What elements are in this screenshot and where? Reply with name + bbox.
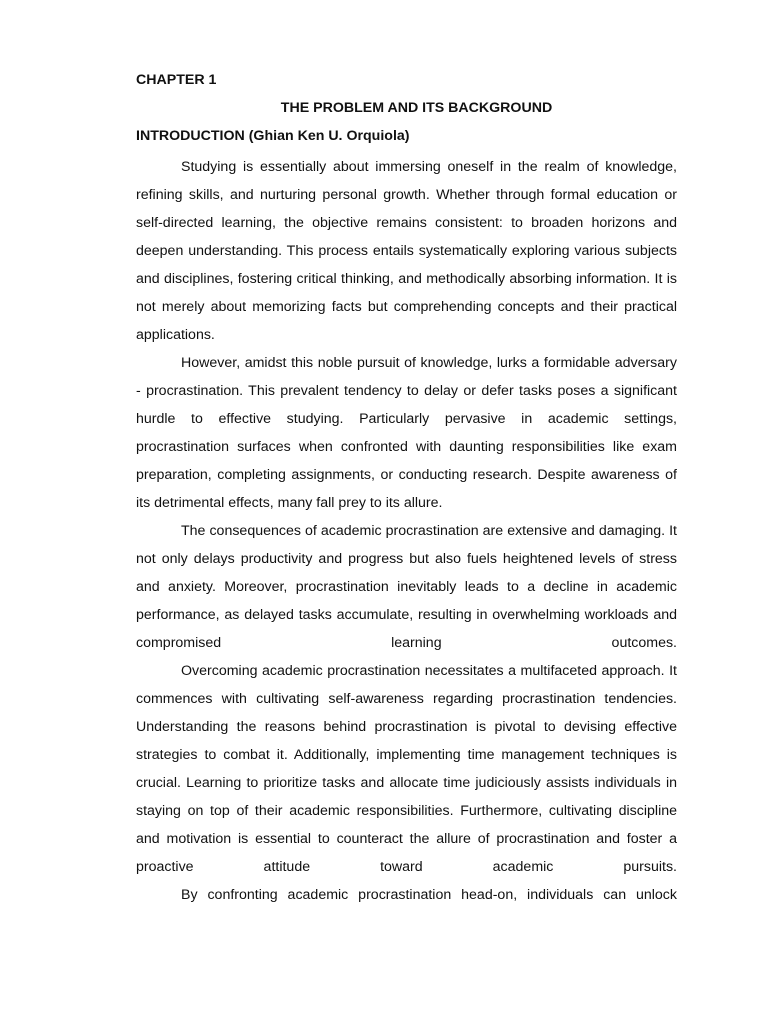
section-heading: INTRODUCTION (Ghian Ken U. Orquiola) bbox=[136, 128, 410, 144]
paragraph: Overcoming academic procrastination necessitates a multifaceted approach. It commences with cultivating self-awareness regarding procrastination tendencies. Understanding the reasons behind procrastination is pivotal to devising effective strategies to combat it. Additionally, implementing time management techniques is crucial. Learning to prioritize tasks and allocate time judiciously assists individuals in staying on top of their academic responsibilities. Furthermore, cultivating discipline and motivation is essential to counteract the allure of procrastination and foster a proactive attitude toward academic pursuits. bbox=[136, 663, 677, 875]
paragraph: However, amidst this noble pursuit of knowledge, lurks a formidable adversary - procrastination. This prevalent tendency to delay or defer tasks poses a significant hurdle to effective studying. Particularly pervasive in academic settings, procrastination surfaces when confronted with daunting responsibilities like exam preparation, completing assignments, or conducting research. Despite awareness of its detrimental effects, many fall prey to its allure. bbox=[136, 355, 677, 511]
paragraph: The consequences of academic procrastination are extensive and damaging. It not only delays productivity and progress but also fuels heightened levels of stress and anxiety. Moreover, procrastination inevitably leads to a decline in academic performance, as delayed tasks accumulate, resulting in overwhelming workloads and compromised learning outcomes. bbox=[136, 523, 677, 651]
paragraph: By confronting academic procrastination head-on, individuals can unlock bbox=[181, 887, 677, 903]
body-text bbox=[136, 153, 677, 909]
chapter-label: CHAPTER 1 bbox=[136, 72, 217, 88]
chapter-title: THE PROBLEM AND ITS BACKGROUND bbox=[280, 100, 553, 116]
paragraph: Studying is essentially about immersing oneself in the realm of knowledge, refining skills, and nurturing personal growth. Whether through formal education or self-directed learning, the objective remains consistent: to broaden horizons and deepen understanding. This process entails systematically exploring various subjects and disciplines, fostering critical thinking, and methodically absorbing information. It is not merely about memorizing facts but comprehending concepts and their practical applications. bbox=[136, 159, 677, 343]
